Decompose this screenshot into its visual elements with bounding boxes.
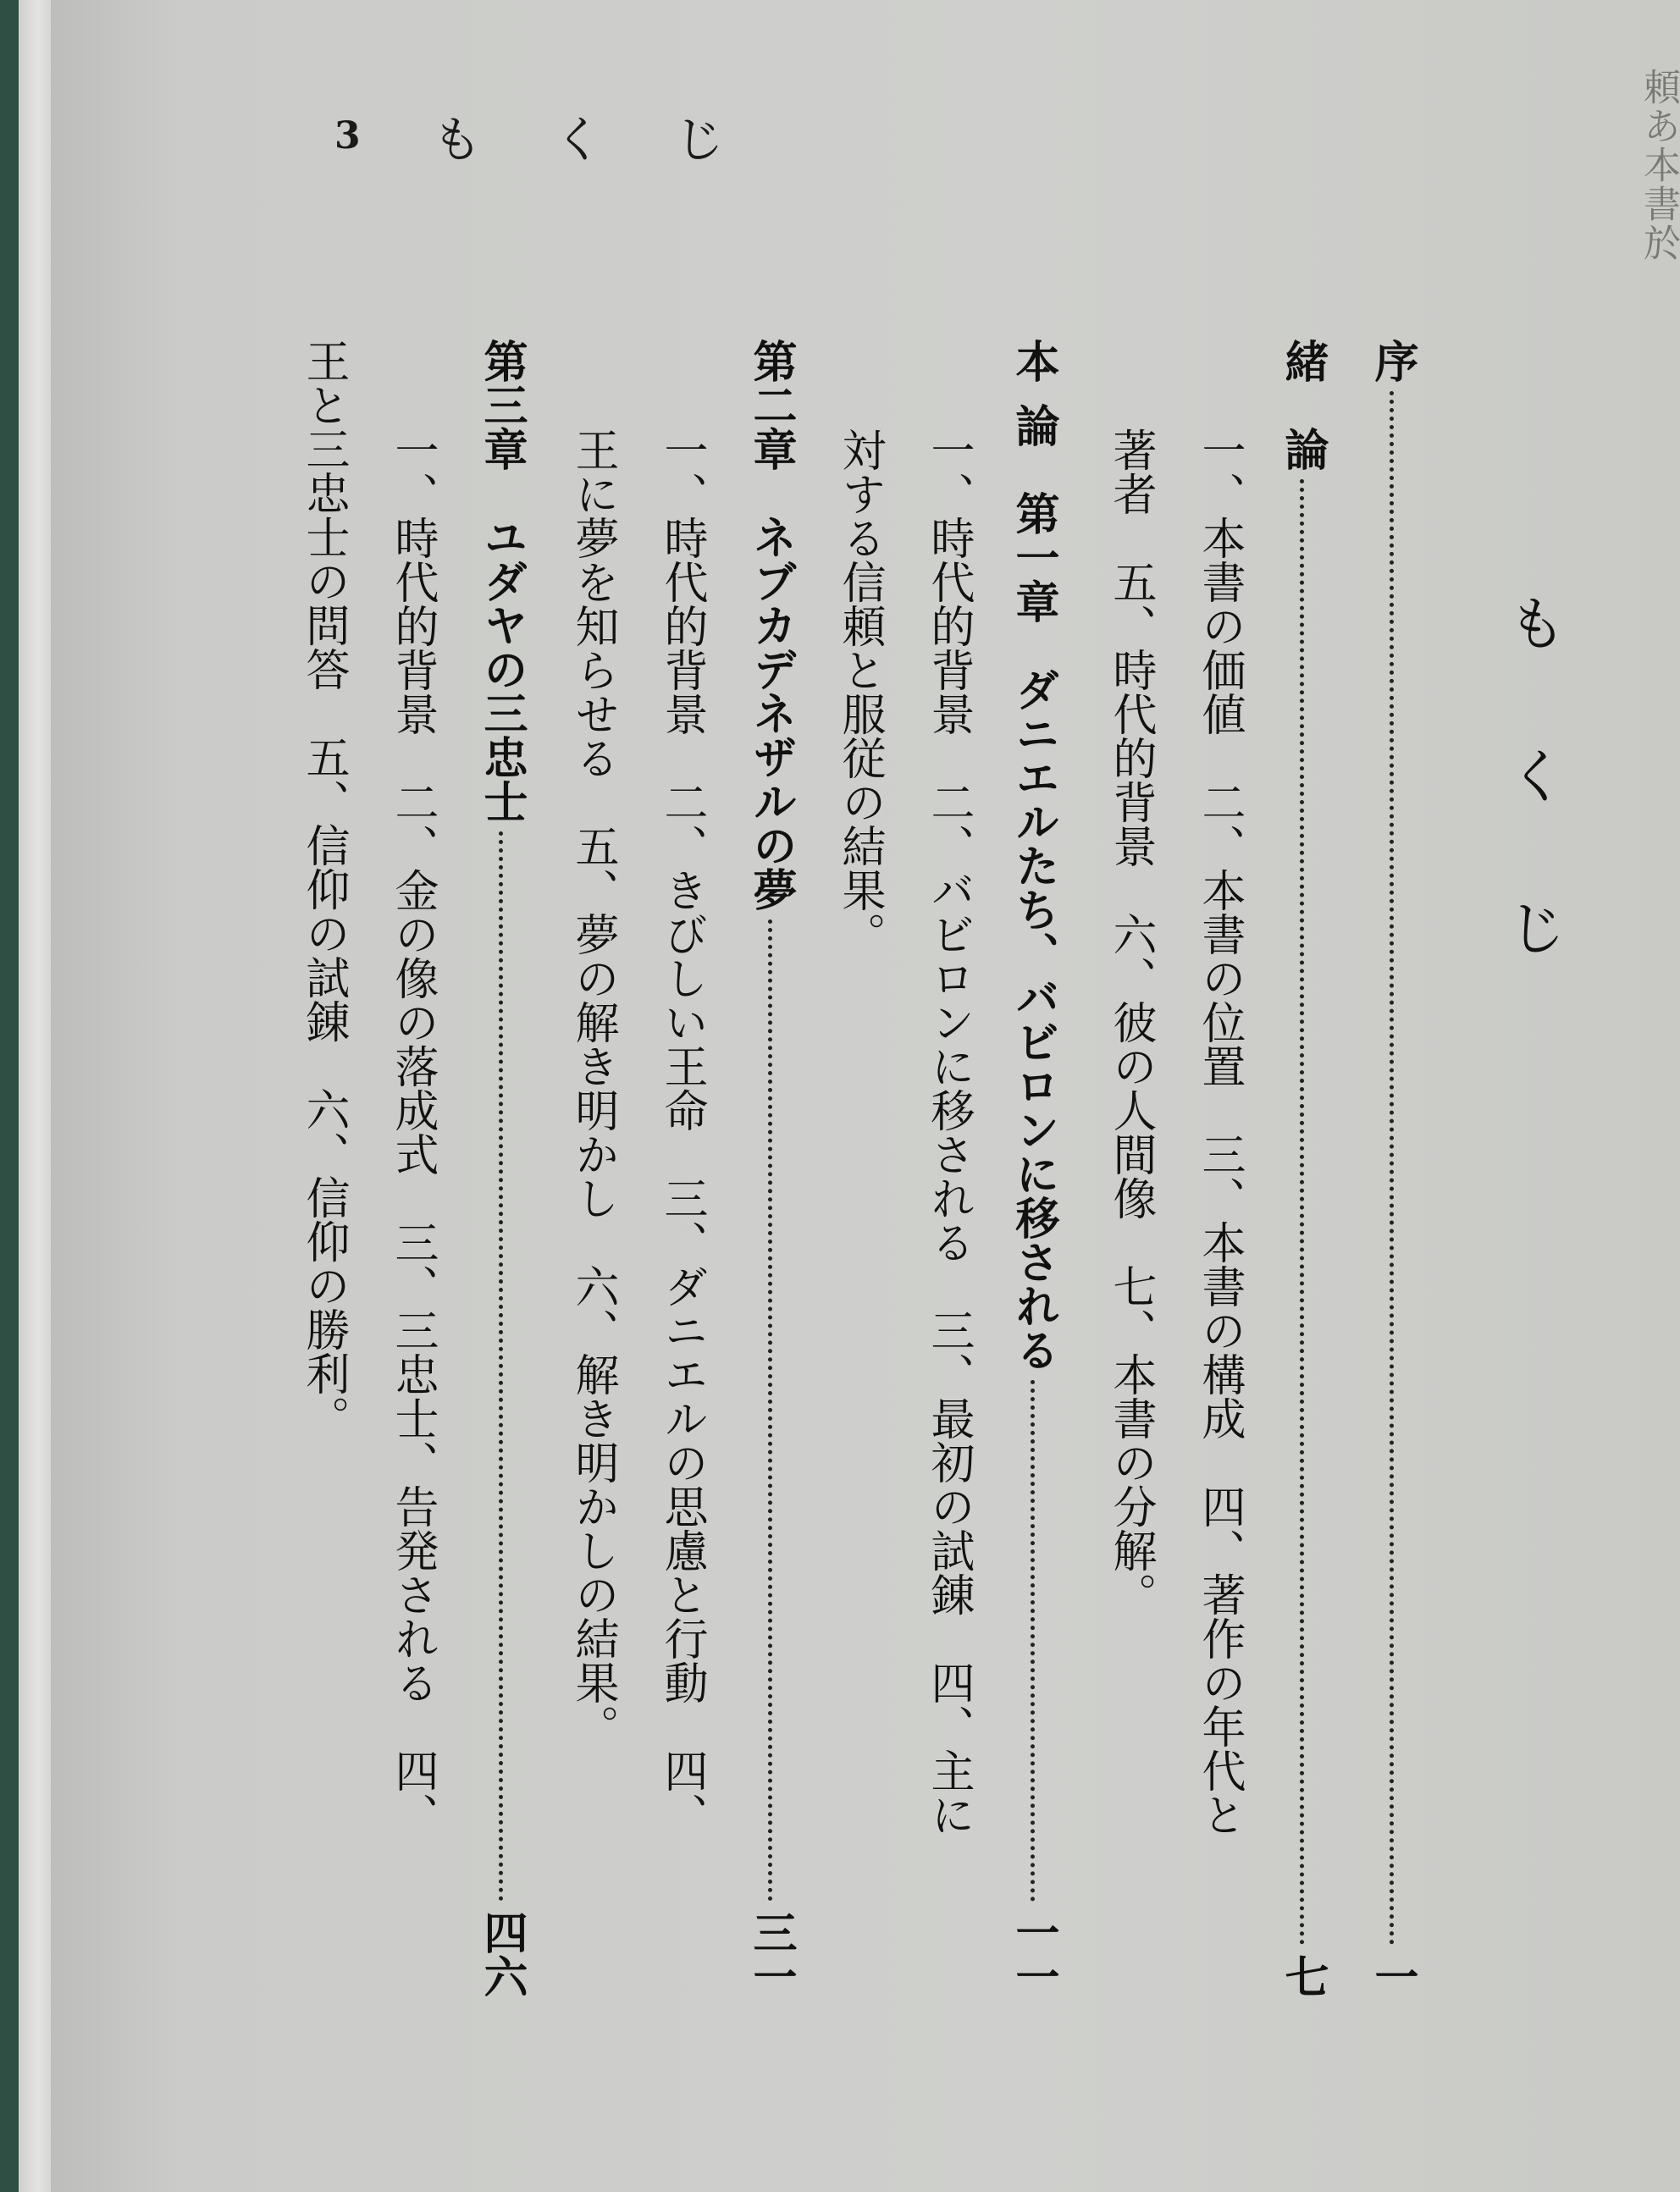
toc-subsection-text: 一、本書の価値 二、本書の位置 三、本書の構成 四、著作の年代と bbox=[1194, 428, 1245, 1836]
toc-subsections bbox=[387, 428, 438, 1836]
leader-dots bbox=[1253, 479, 1304, 1946]
toc-subsections bbox=[298, 339, 349, 1439]
toc-page-number: 一 bbox=[1367, 1954, 1418, 1998]
toc-entry-introduction bbox=[1277, 339, 1328, 1998]
toc-entry-label: 序 bbox=[1367, 339, 1418, 383]
leader-dots bbox=[721, 919, 772, 1902]
toc-entry-chapter1 bbox=[1008, 339, 1058, 1998]
toc-subsections bbox=[1105, 428, 1156, 1616]
bleed-through-text: 頼あ本書於 bbox=[1637, 68, 1680, 262]
toc-entry-label: 緒 論 bbox=[1277, 339, 1329, 471]
toc-subsections bbox=[1194, 428, 1245, 1836]
toc-subsections bbox=[834, 428, 885, 956]
toc-entry-preface bbox=[1367, 339, 1418, 1998]
page-number: 3 bbox=[334, 113, 361, 157]
toc-entry-label: 第三章 ユダヤの三忠士 bbox=[476, 339, 528, 823]
toc-subsections bbox=[923, 428, 974, 1836]
toc-subsection-text: 一、時代的背景 二、金の像の落成式 三、三忠士、告発される 四、 bbox=[387, 428, 438, 1836]
book-page bbox=[51, 0, 1680, 2192]
page-title: もくじ bbox=[1498, 593, 1567, 1050]
toc-entry-prefix: 本 bbox=[1008, 339, 1059, 383]
leader-dots bbox=[984, 1380, 1035, 1902]
toc-subsection-text: 一、時代的背景 二、バビロンに移される 三、最初の試錬 四、主に bbox=[923, 428, 974, 1836]
toc-subsection-text: 対する信頼と服従の結果。 bbox=[834, 428, 885, 956]
toc-entry-chapter2 bbox=[745, 339, 796, 1998]
toc-subsection-text: 著者 五、時代的背景 六、彼の人間像 七、本書の分解。 bbox=[1105, 428, 1156, 1616]
toc-subsections bbox=[567, 428, 618, 1748]
leader-dots bbox=[1343, 391, 1394, 1946]
leader-dots bbox=[452, 831, 503, 1902]
toc-entry-chapter3 bbox=[476, 339, 527, 1998]
toc-subsection-text: 王に夢を知らせる 五、夢の解き明かし 六、解き明かしの結果。 bbox=[567, 428, 618, 1748]
toc-page-number: 一一 bbox=[1008, 1910, 1059, 1998]
running-title-char: も bbox=[432, 111, 482, 168]
toc-subsections bbox=[656, 428, 707, 1836]
toc-subsection-text: 王と三忠士の問答 五、信仰の試錬 六、信仰の勝利。 bbox=[298, 339, 349, 1439]
toc-subsection-text: 一、時代的背景 二、きびしい王命 三、ダニエルの思慮と行動 四、 bbox=[656, 428, 707, 1836]
running-header bbox=[334, 106, 724, 168]
toc-page-number: 四六 bbox=[476, 1910, 528, 1998]
running-title-char: く bbox=[553, 111, 603, 168]
toc-page-number: 七 bbox=[1277, 1954, 1329, 1998]
toc-entry-label: 第二章 ネブカデネザルの夢 bbox=[745, 339, 797, 911]
running-title-char: じ bbox=[674, 111, 724, 168]
toc-entry-label: 論 第一章 ダニエルたち、バビロンに移される bbox=[1008, 403, 1059, 1372]
toc-page-number: 三一 bbox=[745, 1910, 797, 1998]
